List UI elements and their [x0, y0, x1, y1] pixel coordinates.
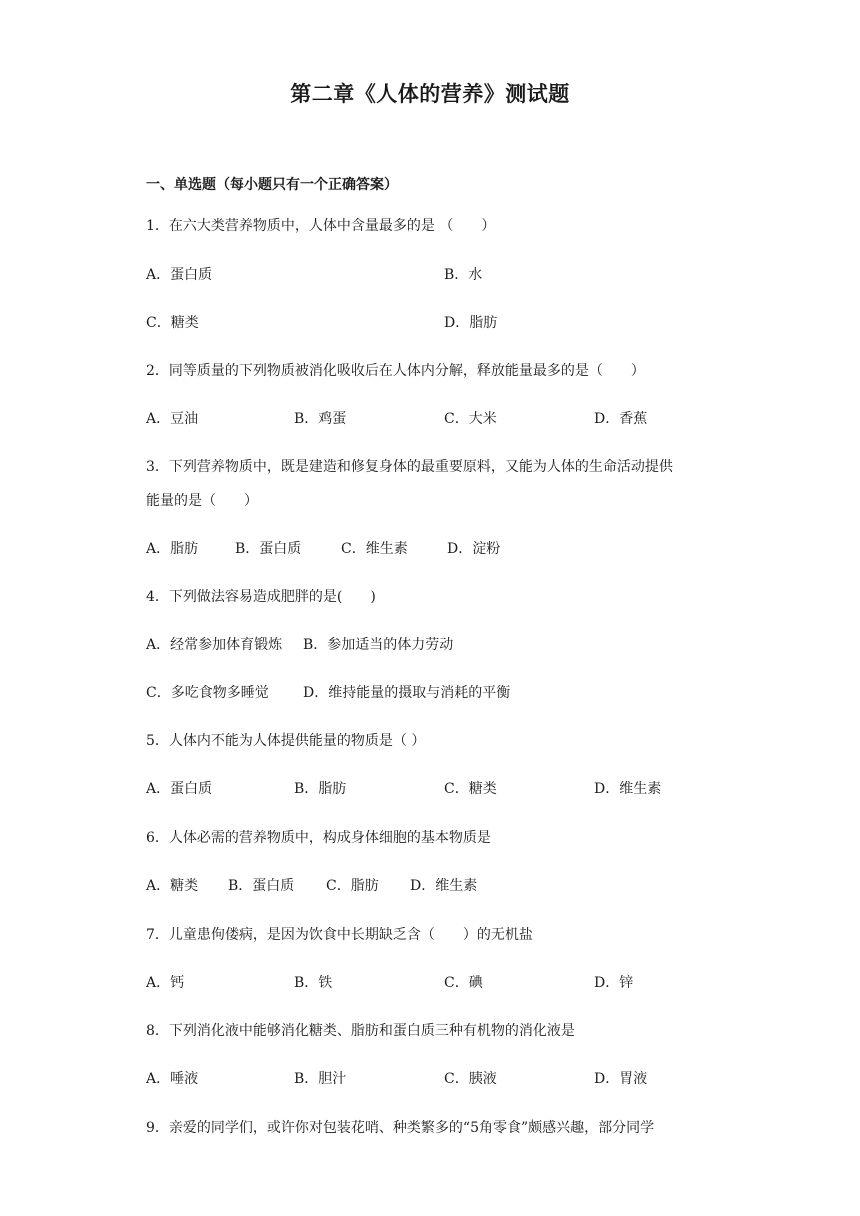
question-3-stem-line-2: 能量的是（ ） [146, 493, 258, 509]
question-7-option-d: D．锌 [594, 975, 634, 991]
question-7-stem: 7．儿童患佝偻病，是因为饮食中长期缺乏含（ ）的无机盐 [146, 927, 533, 943]
question-6-option-d: D．维生素 [410, 878, 478, 894]
page-title: 第二章《人体的营养》测试题 [290, 82, 570, 106]
question-6-option-c: C．脂肪 [326, 878, 379, 894]
question-8-option-c: C．胰液 [444, 1071, 497, 1087]
question-8-stem: 8．下列消化液中能够消化糖类、脂肪和蛋白质三种有机物的消化液是 [146, 1023, 575, 1039]
question-7-option-c: C．碘 [444, 975, 483, 991]
question-8-option-d: D．胃液 [594, 1071, 648, 1087]
question-3-option-b: B．蛋白质 [235, 541, 302, 557]
question-5-stem: 5．人体内不能为人体提供能量的物质是（ ） [146, 733, 426, 749]
question-1-option-c: C．糖类 [146, 315, 199, 331]
question-1-stem: 1．在六大类营养物质中，人体中含量最多的是 （ ） [146, 218, 496, 234]
question-2-stem: 2．同等质量的下列物质被消化吸收后在人体内分解，释放能量最多的是（ ） [146, 363, 645, 379]
question-6-stem: 6．人体必需的营养物质中，构成身体细胞的基本物质是 [146, 830, 491, 846]
question-6-option-b: B．蛋白质 [228, 878, 295, 894]
question-5-option-c: C．糖类 [444, 781, 497, 797]
question-2-option-b: B．鸡蛋 [294, 411, 347, 427]
question-5-option-b: B．脂肪 [294, 781, 347, 797]
question-4-option-a: A．经常参加体育锻炼 [146, 637, 283, 653]
question-4-option-c: C．多吃食物多睡觉 [146, 685, 269, 701]
question-3-option-d: D．淀粉 [447, 541, 501, 557]
question-3-option-c: C．维生素 [341, 541, 408, 557]
question-2-option-d: D．香蕉 [594, 411, 648, 427]
question-1-option-b: B．水 [444, 267, 483, 283]
question-5-option-d: D．维生素 [594, 781, 662, 797]
question-9-stem: 9．亲爱的同学们，或许你对包装花哨、种类繁多的“5角零食”颇感兴趣，部分同学 [146, 1120, 655, 1136]
question-8-option-a: A．唾液 [146, 1071, 199, 1087]
question-2-option-c: C．大米 [444, 411, 497, 427]
question-7-option-a: A．钙 [146, 975, 185, 991]
question-3-stem-line-1: 3．下列营养物质中，既是建造和修复身体的最重要原料，又能为人体的生命活动提供 [146, 459, 673, 475]
question-4-stem: 4．下列做法容易造成肥胖的是( ) [146, 589, 376, 605]
section-heading: 一、单选题（每小题只有一个正确答案） [146, 177, 398, 193]
question-5-option-a: A．蛋白质 [146, 781, 213, 797]
question-4-option-b: B．参加适当的体力劳动 [303, 637, 454, 653]
question-6-option-a: A．糖类 [146, 878, 199, 894]
question-2-option-a: A．豆油 [146, 411, 199, 427]
question-4-option-d: D．维持能量的摄取与消耗的平衡 [303, 685, 511, 701]
question-8-option-b: B．胆汁 [294, 1071, 347, 1087]
question-7-option-b: B．铁 [294, 975, 333, 991]
question-1-option-d: D．脂肪 [444, 315, 498, 331]
question-3-option-a: A．脂肪 [146, 541, 199, 557]
question-1-option-a: A．蛋白质 [146, 267, 213, 283]
